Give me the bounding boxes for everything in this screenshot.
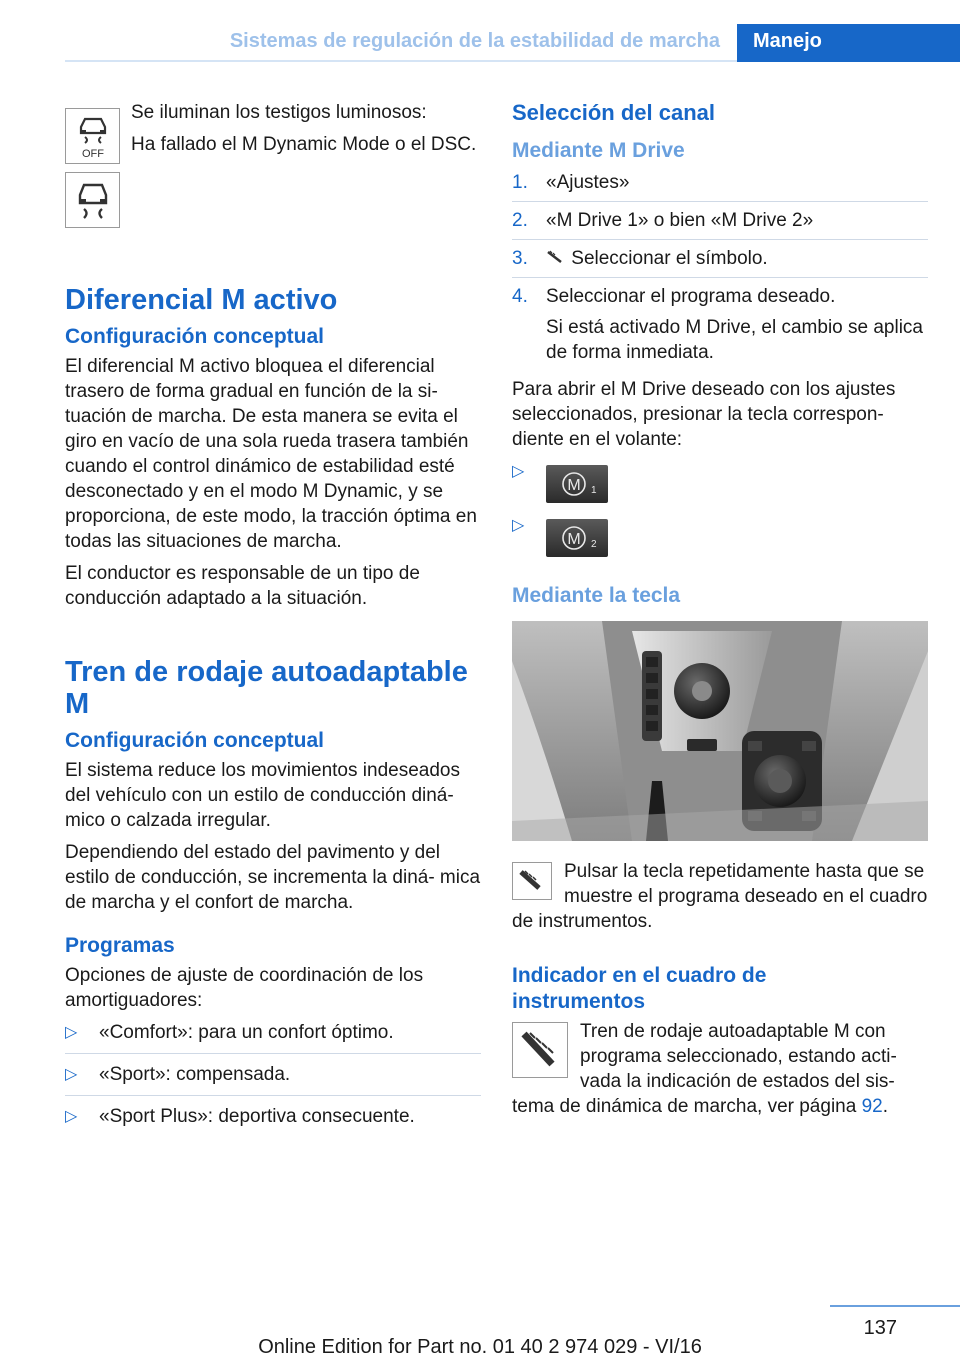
list-item: 4. Seleccionar el programa deseado. Si está activado M Drive, el cambio se aplica de forma inmediata. — [512, 284, 928, 371]
pulsar-block — [512, 859, 928, 941]
heading-programas: Programas — [65, 934, 175, 957]
mdrive1-button-row — [512, 459, 928, 507]
bullet-marker: ▷ — [512, 517, 525, 535]
list-item: 2. «M Drive 1» o bien «M Drive 2» — [512, 208, 928, 240]
page-link[interactable]: 92 — [861, 1096, 883, 1118]
svg-text:M: M — [567, 531, 581, 549]
mdrive2-button-row — [512, 513, 928, 561]
m2-button-icon — [546, 519, 608, 557]
paragraph: Tren de rodaje autoadaptable M con programa seleccionado, estando acti‐ vada la indicación de estados del sis‐ tema de dinámica de marcha, ver página 92. — [512, 1021, 897, 1118]
wrench-icon — [512, 862, 552, 900]
steps-list — [512, 170, 928, 371]
indicador-block — [512, 1019, 928, 1126]
paragraph: El sistema reduce los movimientos indeseados del vehículo con un estilo de conducción diná‐ mico o calzada irregular. — [65, 760, 460, 831]
bullet-marker: ▷ — [65, 1024, 78, 1041]
heading-config-tren: Configuración conceptual — [65, 729, 325, 752]
heading-diferencial: Diferencial M activo — [65, 284, 338, 316]
list-item: ▷ «Sport Plus»: deportiva consecuente. — [65, 1106, 415, 1127]
dsc-off-icon — [65, 108, 120, 164]
section-tab[interactable]: Manejo — [737, 24, 960, 62]
left-column — [65, 100, 481, 1145]
center-console-photo — [512, 621, 928, 841]
paragraph: Pulsar la tecla repetidamente hasta que se muestre el programa deseado en el cuadro de instrumentos. — [512, 861, 928, 933]
m1-button-icon — [546, 465, 608, 503]
svg-text:2: 2 — [591, 539, 597, 551]
list-item: ▷ «Sport»: compensada. — [65, 1062, 481, 1096]
list-item: ▷ «Comfort»: para un confort óptimo. — [65, 1020, 481, 1054]
paragraph: El conductor es responsable de un tipo de conducción adaptado a la situación. — [65, 563, 420, 609]
paragraph: Para abrir el M Drive deseado con los ajustes seleccionados, presionar la tecla correspon‐ diente en el volante: — [512, 379, 896, 451]
controller-icon — [546, 246, 566, 271]
svg-text:1: 1 — [591, 485, 597, 497]
svg-text:M: M — [567, 477, 581, 495]
bullet-marker: ▷ — [512, 463, 525, 481]
step-note: Si está activado M Drive, el cambio se aplica de forma inmediata. — [546, 317, 923, 364]
heading-seleccion: Selección del canal — [512, 100, 715, 125]
bullet-marker: ▷ — [65, 1066, 78, 1083]
heading-tren: Tren de rodaje autoadaptable M — [65, 656, 468, 720]
list-item: 1. «Ajustes» — [512, 170, 928, 202]
heading-tecla: Mediante la tecla — [512, 584, 681, 608]
paragraph: Dependiendo del estado del pavimento y del estilo de conducción, se incrementa la diná‐ mica de marcha y el confort de marcha. — [65, 842, 481, 913]
page-number: 137 — [863, 1317, 897, 1339]
warning-lights-block — [65, 100, 481, 228]
paragraph: Opciones de ajuste de coordinación de los amortiguadores: — [65, 965, 424, 1011]
right-column — [512, 100, 928, 1126]
page-header — [65, 24, 960, 62]
svg-text:OFF: OFF — [81, 148, 104, 159]
heading-mdrive: Mediante M Drive — [512, 139, 685, 162]
heading-config-diferencial: Configuración conceptual — [65, 325, 325, 348]
edition-footer: Online Edition for Part no. 01 40 2 974 029 - VI/16 — [258, 1336, 702, 1358]
list-item: 3. Seleccionar el símbolo. — [512, 246, 928, 278]
chapter-title: Sistemas de regulación de la estabilidad de marcha — [229, 30, 720, 52]
dsc-warning-icon — [65, 172, 120, 228]
chassis-icon — [512, 1022, 568, 1078]
warning-text — [131, 100, 481, 164]
warning-line: Ha fallado el M Dynamic Mode o el DSC. — [131, 134, 477, 155]
heading-indicador: Indicador en el cuadro de instrumentos — [512, 964, 767, 1014]
footer-divider — [830, 1305, 960, 1307]
warning-line: Se iluminan los testigos luminosos: — [131, 102, 427, 123]
programs-list — [65, 1020, 481, 1137]
paragraph: El diferencial M activo bloquea el diferencial trasero de forma gradual en función de la si‐ tuación de marcha. De esta manera se evita el giro en vacío de una sola rueda trasera también cuando el control dinámico de estabilidad esté desconectado y en el modo M Dynamic, y se proporciona, de este modo, la tracción óptima en todas las situaciones de marcha. — [65, 356, 477, 552]
bullet-marker: ▷ — [65, 1108, 78, 1125]
